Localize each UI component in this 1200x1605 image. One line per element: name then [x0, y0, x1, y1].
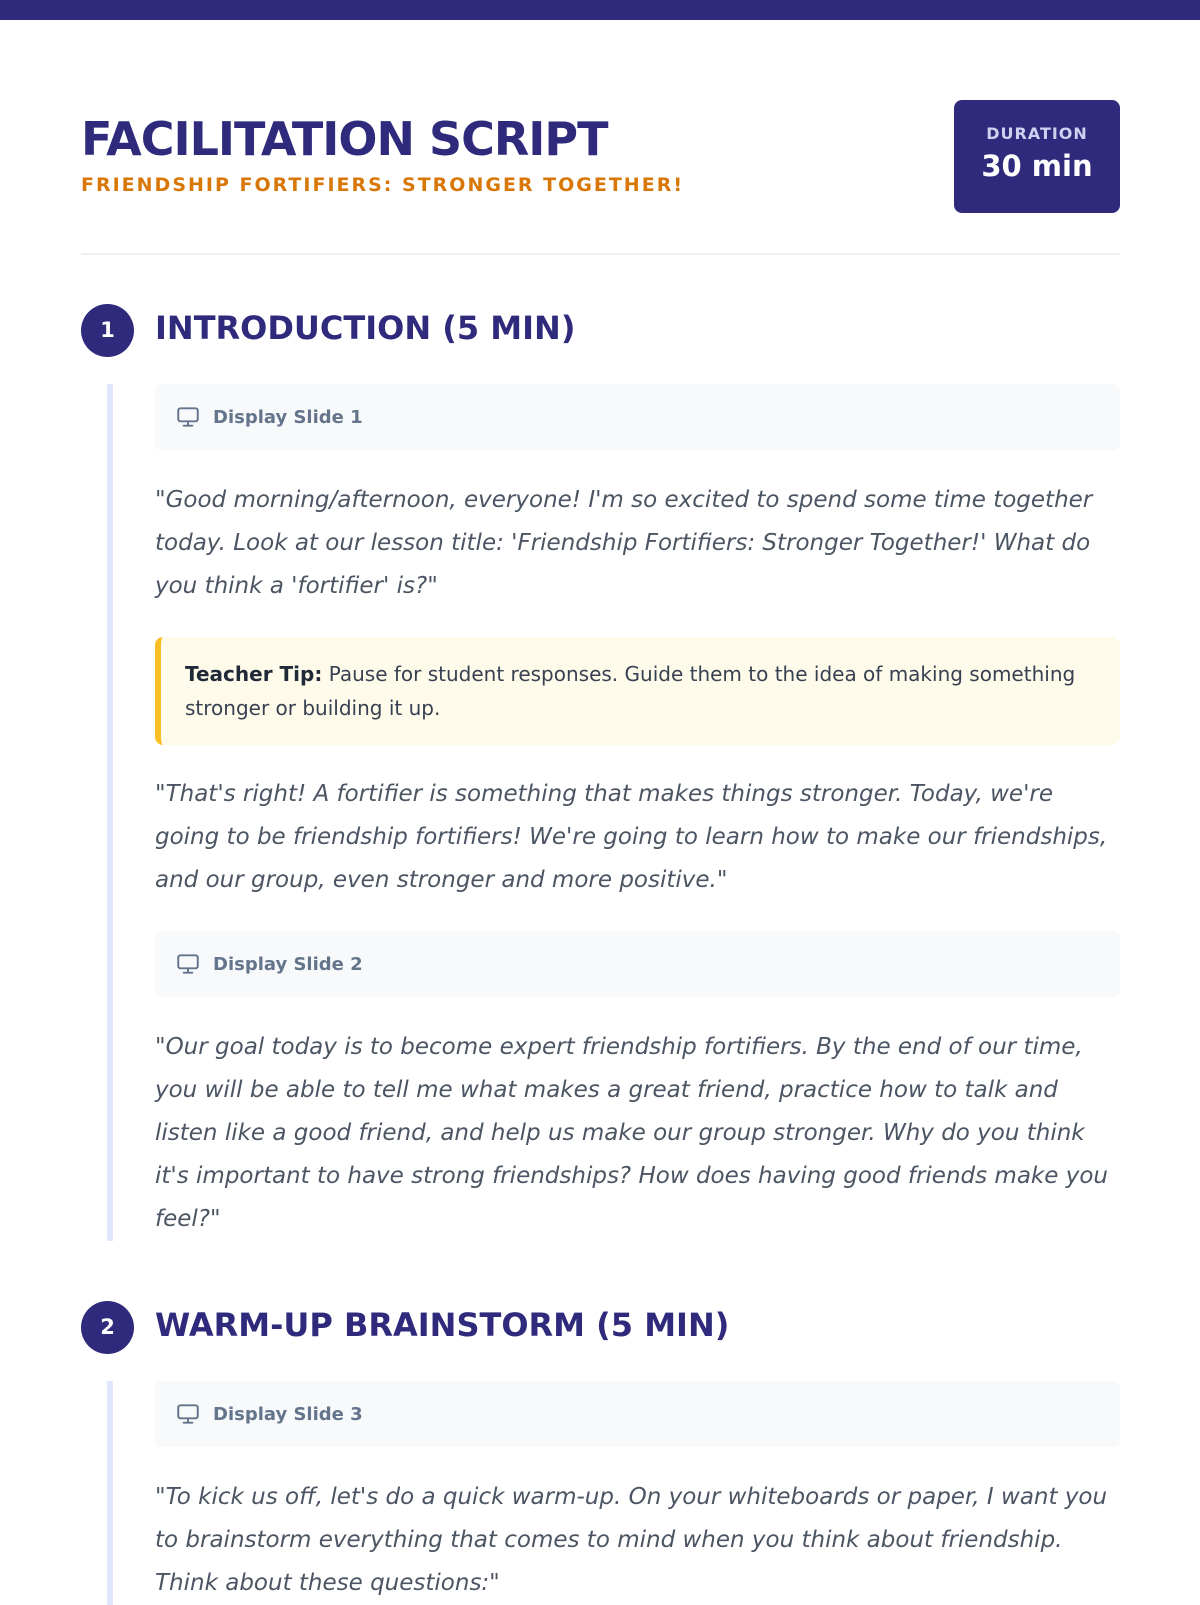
facilitation-script-page — [81, 100, 1120, 1596]
section-warm-up-brainstorm — [81, 1301, 1120, 1605]
slide-cue-label: Display Slide 2 — [213, 953, 363, 975]
section-body — [107, 1381, 1120, 1605]
section-header — [81, 1301, 1120, 1355]
section-introduction — [81, 304, 1120, 1241]
teacher-tip-label: Teacher Tip: — [185, 662, 323, 686]
section-number: 2 — [81, 1301, 134, 1354]
teacher-tip-text: Pause for student responses. Guide them to the idea of making something stronger or building it up. — [185, 662, 1076, 720]
monitor-icon — [175, 1401, 201, 1427]
teacher-tip — [155, 637, 1120, 745]
script-text: "Good morning/afternoon, everyone! I'm so excited to spend some time together today. Look at our lesson title: 'Friendship Fortifiers: Stronger Together!' What do you think a 'fortifier' is?" — [155, 487, 1093, 599]
slide-cue-label: Display Slide 3 — [213, 1403, 363, 1425]
script-text: "Our goal today is to become expert friendship fortifiers. By the end of our time, you will be able to tell me what makes a great friend, practice how to talk and listen like a good friend, and help us make our group stronger. Why do you think it's important to have strong friendships? How does having good friends make you feel?" — [155, 1034, 1108, 1232]
script-text: "To kick us off, let's do a quick warm-up. On your whiteboards or paper, I want you to brainstorm everything that comes to mind when you think about friendship. Think about these questions:" — [155, 1484, 1108, 1596]
duration-badge — [954, 100, 1120, 213]
duration-label: DURATION — [986, 124, 1088, 143]
page-title: FACILITATION SCRIPT — [81, 112, 608, 166]
script-text: "That's right! A fortifier is something that makes things stronger. Today, we're going to be friendship fortifiers! We're going to learn how to make our friendships, and our group, even stronger and more positive." — [155, 781, 1108, 893]
slide-cue — [155, 1381, 1120, 1447]
page-header — [81, 100, 1120, 250]
slide-cue-label: Display Slide 1 — [213, 406, 363, 428]
duration-value: 30 min — [981, 149, 1093, 183]
section-title: INTRODUCTION (5 MIN) — [155, 309, 576, 347]
section-header — [81, 304, 1120, 358]
slide-cue — [155, 931, 1120, 997]
header-divider — [81, 253, 1120, 255]
monitor-icon — [175, 404, 201, 430]
monitor-icon — [175, 951, 201, 977]
section-title: WARM-UP BRAINSTORM (5 MIN) — [155, 1306, 730, 1344]
section-number: 1 — [81, 304, 134, 357]
top-accent-bar — [0, 0, 1200, 20]
lesson-subtitle: FRIENDSHIP FORTIFIERS: STRONGER TOGETHER! — [81, 174, 684, 196]
slide-cue — [155, 384, 1120, 450]
section-body — [107, 384, 1120, 1241]
